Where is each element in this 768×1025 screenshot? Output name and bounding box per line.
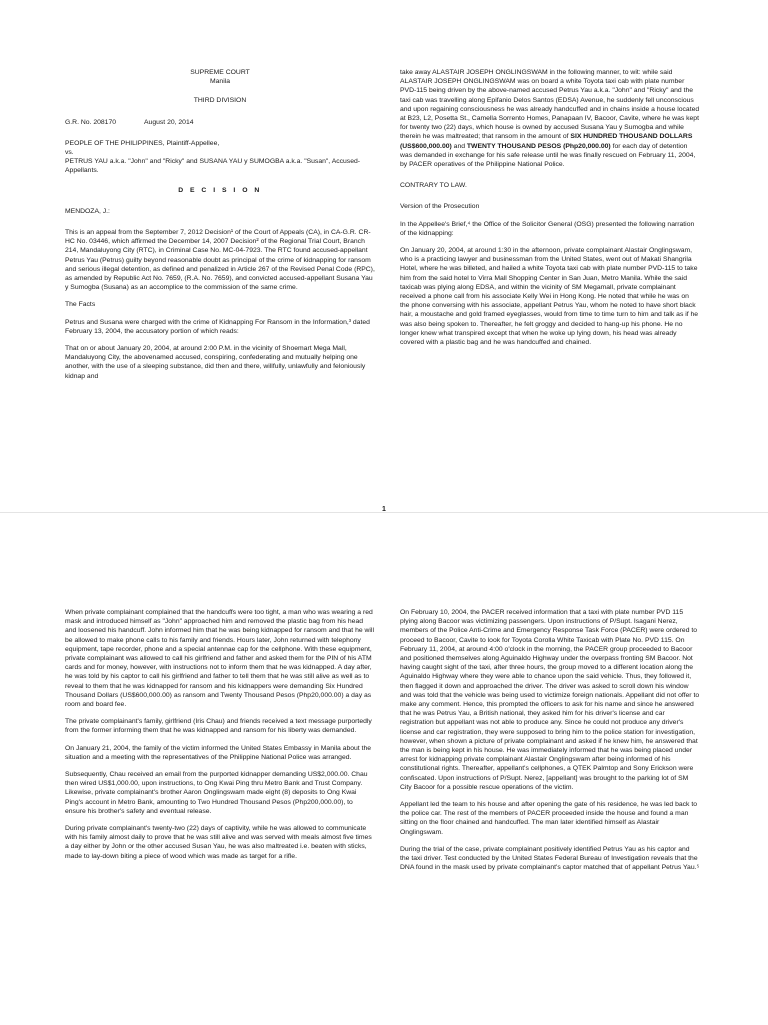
case-number: G.R. No. 208170	[65, 118, 117, 126]
case-line	[65, 118, 375, 127]
prosecution-heading: Version of the Prosecution	[400, 203, 480, 211]
paragraph-captivity: During private complainant's twenty-two (22) days of captivity, while he was allowed to communicate with his family almost daily to prove that he was still alive and was served with meals almost five times a day either by John or the other accused Susan Yau, he was also maltreated i.e. beaten with sticks, made to lay-down biting a piece of wood which was made as target for a rifle.	[65, 825, 372, 860]
ransom-pesos: TWENTY THOUSAND PESOS (Php20,000.00)	[466, 142, 611, 150]
paragraph-email-ransom: Subsequently, Chau received an email from the purported kidnapper demanding US$2,000.00. Chau then wired US$1,000.00, upon instructions, to Ong Kwai Ping thru Metro Bank and Trust Company. Likewise, private complainant's brother Aaron Onglingswam made eight (8) deposits to Ong Kwai Ping's account in Metro Bank, amounting to Two Hundred Thousand Pesos (Php200,000.00), to ensure his brother's safety and eventual release.	[65, 771, 368, 815]
case-date: August 20, 2014	[144, 118, 194, 126]
ransom-dollars: SIX HUNDRED THOUSAND DOLLARS (US$600,000.00)	[400, 133, 693, 150]
page-number: 1	[382, 506, 386, 513]
court-city: Manila	[209, 78, 231, 86]
decision-heading: D E C I S I O N	[178, 186, 262, 194]
paragraph-information: That on or about January 20, 2004, at around 2:00 P.M. in the vicinity of Shoemart Mega Mall, Mandaluyong City, the abovenamed accused, conspiring, confederating and mutually helping one another, with the use of a sleeping substance, did then and there, willfully, unlawfully and feloniously kidnap and	[65, 345, 366, 380]
information-text-e: for each day of detention was demanded in exchange for his safe release until he was finally rescued on February 11, 2004, by PACER operatives of the Philippine National Police.	[400, 142, 696, 169]
court-name: SUPREME COURT	[190, 69, 250, 76]
facts-heading: The Facts	[65, 301, 96, 309]
page-2-right-column	[400, 608, 700, 880]
parties-vs: vs.	[65, 149, 74, 157]
page-1-right-column	[400, 68, 700, 355]
division-heading: THIRD DIVISION	[193, 97, 247, 105]
parties-appellee: PEOPLE OF THE PHILIPPINES, Plaintiff-Appellee,	[65, 139, 220, 147]
document-page-2	[0, 513, 768, 1025]
paragraph-appeal: This is an appeal from the September 7, 2012 Decision¹ of the Court of Appeals (CA), in CA-G.R. CR-HC No. 03446, which affirmed the December 14, 2007 Decision² of the Regional Trial Court, Branch 214, Mandaluyong City (RTC), in Criminal Case No. MC-04-7923. The RTC found accused-appellant Petrus Yau (Petrus) guilty beyond reasonable doubt as principal of the crime of kidnapping for ransom and serious illegal detention, as defined and penalized in Article 267 of the Revised Penal Code (RPC), as amended by Republic Act No. 7659, (R.A. No. 7659), and convicted accused-appellant Susana Yau y Sumogba (Susana) as an accomplice to the commission of the same crime.	[65, 229, 375, 292]
page-1-left-column	[65, 68, 375, 389]
paragraph-handcuffs: When private complainant complained that the handcuffs were too tight, a man who was wearing a red mask and introduced himself as "John" approached him and removed the plastic bag from his head and loosened his handcuff. John informed him that he was being kidnapped for ransom and that he will be allowed to make phone calls to his family and friends. Hours later, John returned with telephony equipment, tape recorder, phone and a special antennae cap for the cellphone. With these equipment, private complainant was allowed to call his girlfriend and father and asked them for the PIN of his ATM cards and for money, however, with instructions not to inform them that he was kidnapped. A day after, he was told by his captor to call his girlfriend and father to tell them that he was still alive as well as to reveal to them that he was kidnapped for ransom and his kidnappers were demanding Six Hundred Thousand Dollars (US$600,000.00) as ransom and Twenty Thousand Pesos (Php20,000.00) a day as room and board fee.	[65, 609, 374, 709]
paragraph-information-continued	[400, 68, 700, 169]
paragraph-appellee-brief: In the Appellee's Brief,⁴ the Office of the Solicitor General (OSG) presented the following narration of the kidnapping:	[400, 220, 695, 237]
paragraph-text-message: The private complainant's family, girlfriend (Iris Chau) and friends received a text message purportedly from the former informing them that he was kidnapped and ransom for his liberty was demanded.	[65, 718, 372, 735]
paragraph-charge: Petrus and Susana were charged with the crime of Kidnapping For Ransom in the Information,³ dated February 13, 2004, the accusatory portion of which reads:	[65, 318, 370, 335]
parties-appellants: PETRUS YAU a.k.a. "John" and "Ricky" and SUSANA YAU y SUMOGBA a.k.a. "Susan", Accused-Appellants.	[65, 158, 361, 175]
information-text-c: and	[451, 142, 467, 150]
paragraph-pacer-operation: On February 10, 2004, the PACER received information that a taxi with plate number PVD 115 plying along Bacoor was victimizing passengers. Upon instructions of P/Supt. Isagani Nerez, members of the Police Anti-Crime and Emergency Response Task Force (PACER) were ordered to proceed to Bacoor, Cavite to look for Toyota Corolla White Taxicab with Plate No. PVD 115. On February 11, 2004, at around 4:00 o'clock in the morning, the PACER group proceeded to Bacoor and positioned themselves along Aguinaldo Highway under the overpass fronting SM Bacoor. Not having caught sight of the taxi, after three hours, the group moved to a different location along the Aguinaldo Highway where they were able to chance upon the said vehicle. Thus, they followed it, then flagged it down and approached the driver. The driver was asked to scroll down his window and was told that the vehicle was being used to victimize foreign nationals. Appellant did not offer to make any comment. Hence, this prompted the officers to ask for his name and since he answered that he was Petrus Yau, a British national, they asked him for his driver's license and car registration but appellant was not able to produce any. Since he could not produce any driver's license and car registration, they were supposed to bring him to the police station for investigation, however, when shown a picture of private complainant and asked if he knew him, he answered that the man is being kept in his house. He was immediately informed that he was being placed under arrest for kidnapping private complainant Alastair Onglingswam after being informed of his constitutional rights. Thereafter, appellant's cellphones, a QTEK Palmtop and Sony Erickson were confiscated. Upon instructions of P/Supt. Nerez, [appellant] was brought to the parking lot of SM City Bacoor for a possible rescue operations of the victim.	[400, 609, 700, 791]
contrary-to-law: CONTRARY TO LAW.	[400, 182, 467, 190]
paragraph-narration: On January 20, 2004, at around 1:30 in the afternoon, private complainant Alastair Onglingswam, who is a practicing lawyer and businessman from the United States, went out of Makati Shangrila Hotel, where he was billeted, and hailed a white Toyota taxi cab with plate number PVD-115 to take him from the said hotel to Virra Mall Shopping Center in San Juan, Metro Manila. While the said taxicab was plying along EDSA, and within the vicinity of SM Megamall, private complainant received a phone call from his associate Kelly Wei in Hong Kong. He noted that while he was on the phone conversing with his associate, appellant Petrus Yau, whom he noted to have short black hair, a moustache and gold framed eyeglasses, would from time to time turn to him and talk as if he was also being spoken to. Thereafter, he felt groggy and decided to hang-up his phone. He no longer knew what transpired except that when he woke up lying down, his head was already covered with a plastic bag and he was handcuffed and chained.	[400, 247, 699, 347]
paragraph-identification: During the trial of the case, private complainant positively identified Petrus Yau as his captor and the taxi driver. Test conducted by the United States Federal Bureau of Investigation reveals that the DNA found in the mask used by private complainant's captor matched that of appellant Petrus Yau.⁵	[400, 845, 700, 872]
ponente: MENDOZA, J.:	[65, 207, 110, 215]
page-2-left-column	[65, 608, 375, 869]
paragraph-rescue: Appellant led the team to his house and after opening the gate of his residence, he was led back to the police car. The rest of the members of PACER proceeded inside the house and found a man sitting on the floor chained and handcuffed. The man later identified himself as Alastair Onglingswam.	[400, 801, 697, 836]
paragraph-embassy: On January 21, 2004, the family of the victim informed the United States Embassy in Manila about the situation and a meeting with the representatives of the Philippine National Police was arranged.	[65, 744, 372, 761]
information-text-a: take away ALASTAIR JOSEPH ONGLINGSWAM in the following manner, to wit: while said ALASTAIR JOSEPH ONGLINGSWAM was on board a white Toyota taxi cab with plate number PVD-115 being driven by the above-named accused Petrus Yau a.k.a. "John" and "Ricky" and the taxi cab was travelling along Epifanio Delos Santos (EDSA) Avenue, he suddenly fell unconscious and upon regaining consciousness he was already handcuffed and in chains inside a house located at B23, L2, Posetta St., Camella Sorrento Homes, Panapaan IV, Bacoor, Cavite, where he was kept for twenty two (22) days, which house is owned by accused Susana Yau y Sumogba and while therein he was maltreated; that ransom in the amount of	[400, 69, 700, 141]
